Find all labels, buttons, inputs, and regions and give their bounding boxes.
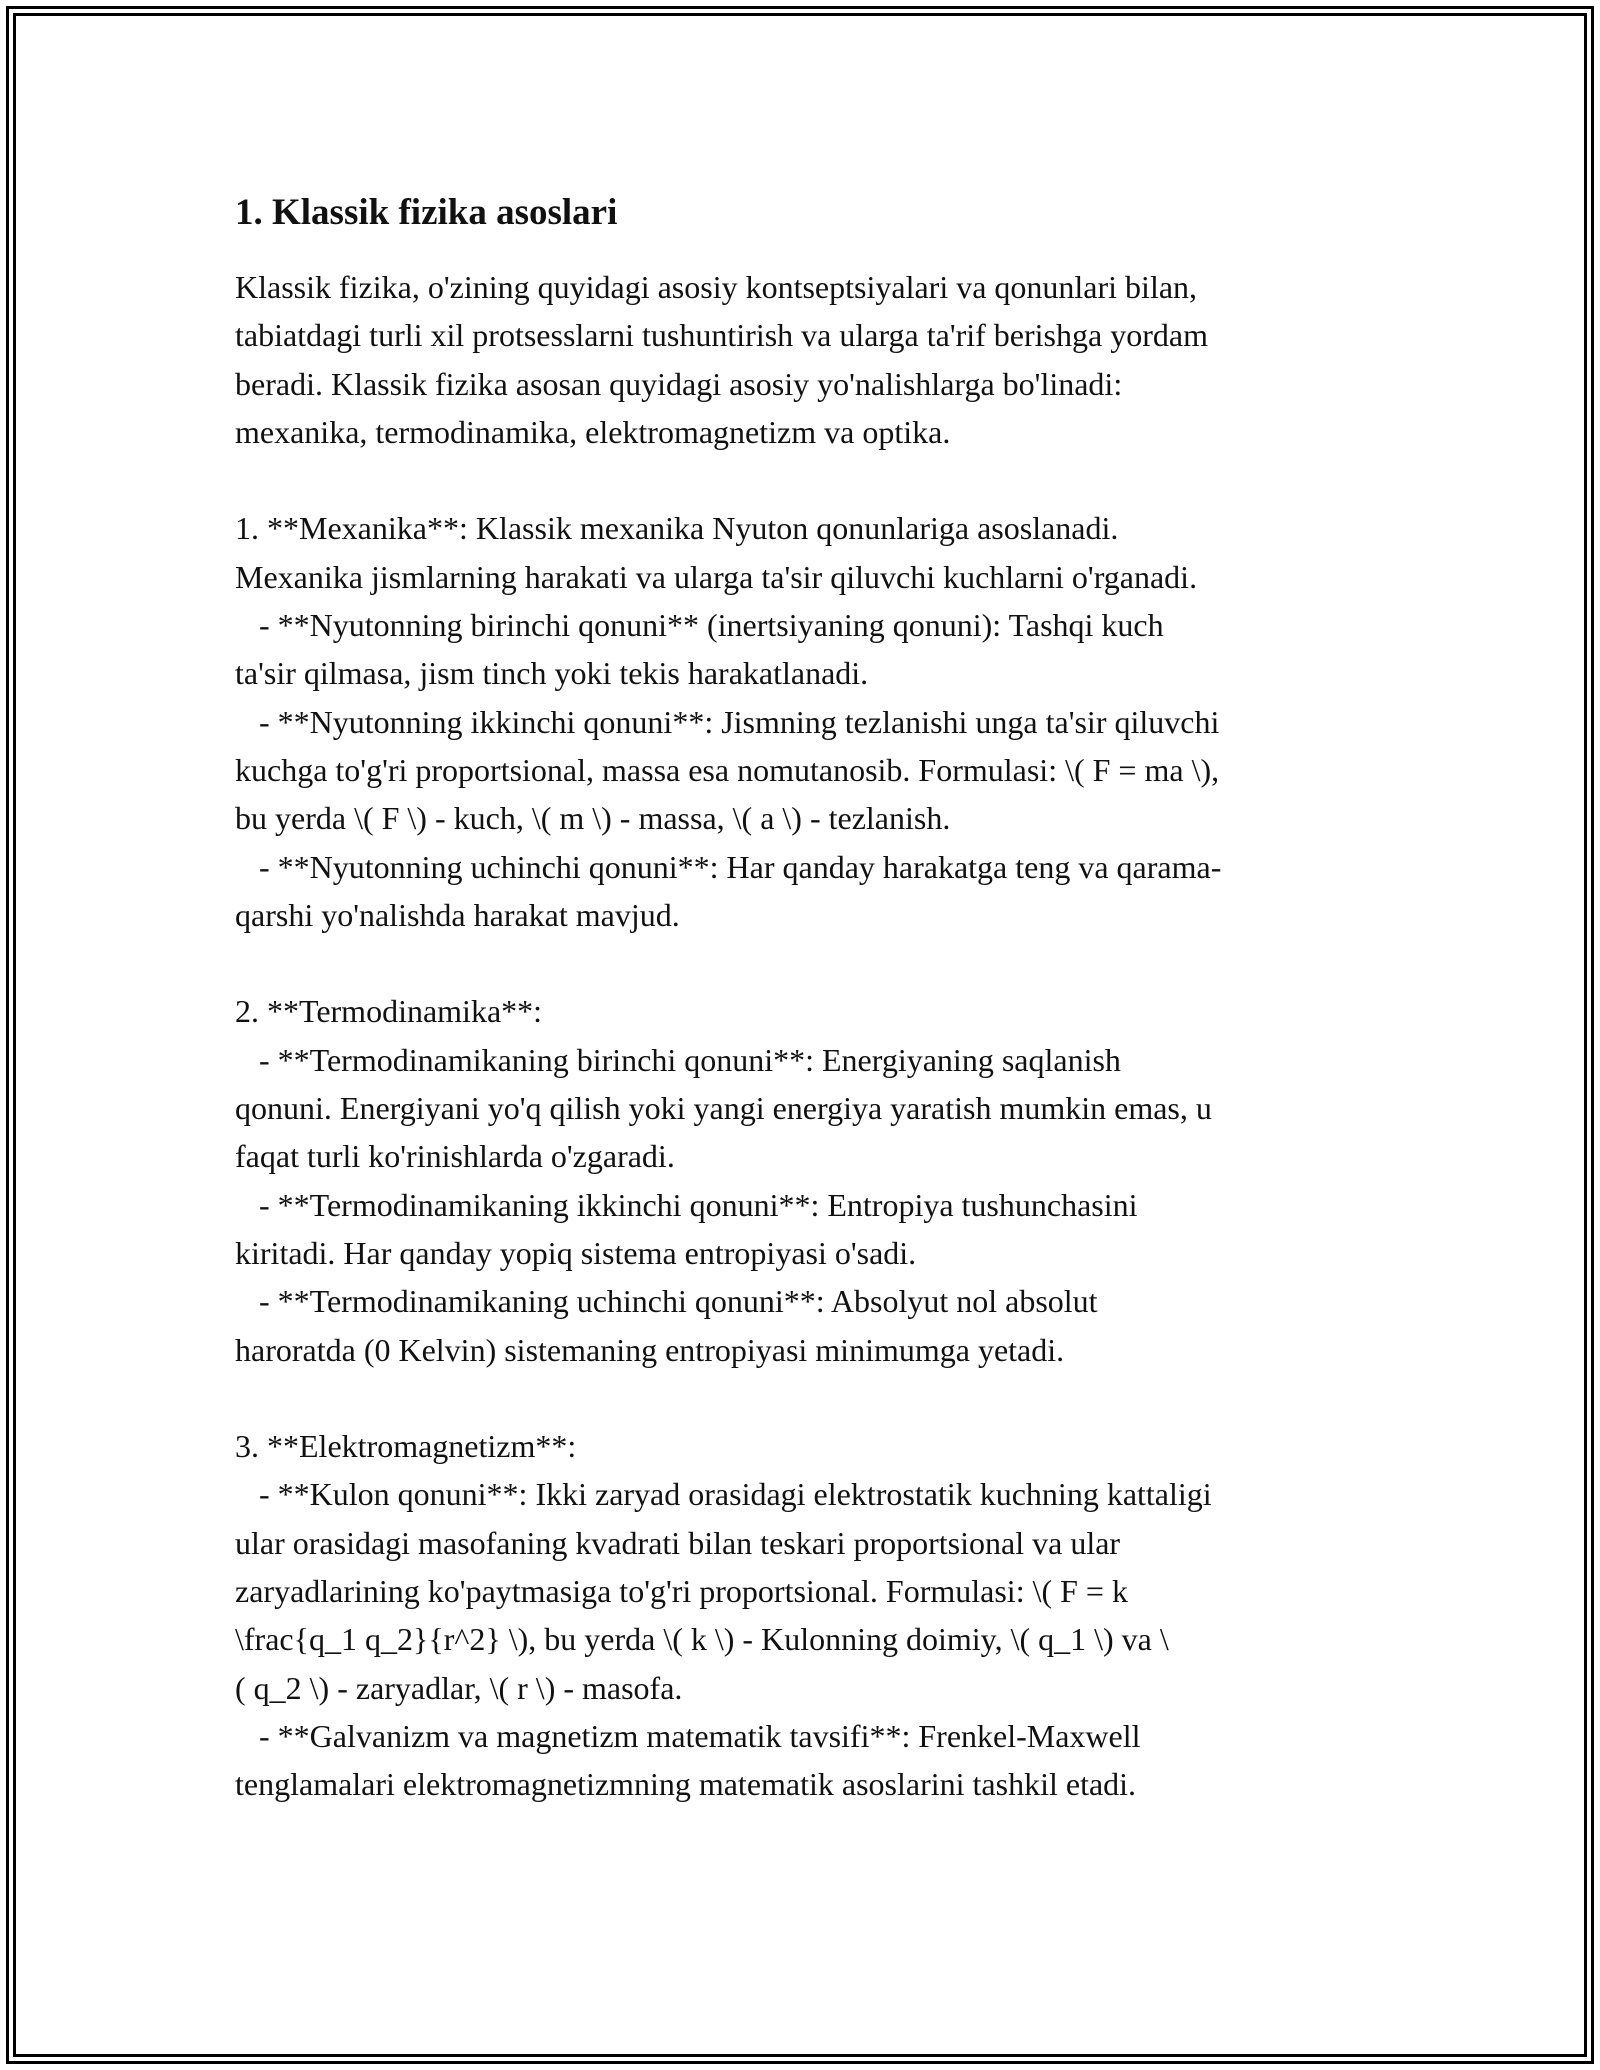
body-text: Klassik fizika, o'zining quyidagi asosiy kontseptsiyalari va qonunlari bilan, tabiatdagi turli xil protsesslarni tushuntirish va ularga ta'rif berishga yordam beradi. Klassik fizika asosan quyidagi asosiy yo'nalishlarga bo'linadi: mexanika, termodinamika, elektromagnetizm va optika. 1. **Mexanika**: Klassik mexanika Nyuton qonunlariga asoslanadi. Mexanika jismlarning harakati va ularga ta'sir qiluvchi kuchlarni o'rganadi. - **Nyutonning birinchi qonuni** (inertsiyaning qonuni): Tashqi kuch ta'sir qilmasa, jism tinch yoki tekis harakatlanadi. - **Nyutonning ikkinchi qonuni**: Jismning tezlanishi unga ta'sir qiluvchi kuchga to'g'ri proportsional, massa esa nomutanosib. Formulasi: \( F = ma \), bu yerda \( F \) - kuch, \( m \) - massa, \( a \) - tezlanish. - **Nyutonning uchinchi qonuni**: Har qanday harakatga teng va qarama- qarshi yo'nalishda harakat mavjud. 2. **Termodinamika**: - **Termodinamikaning birinchi qonuni**: Energiyaning saqlanish qonuni. Energiyani yo'q qilish yoki yangi energiya yaratish mumkin emas, u faqat turli ko'rinishlarda o'zgaradi. - **Termodinamikaning ikkinchi qonuni**: Entropiya tushunchasini kiritadi. Har qanday yopiq sistema entropiyasi o'sadi. - **Termodinamikaning uchinchi qonuni**: Absolyut nol absolut haroratda (0 Kelvin) sistemaning entropiyasi minimumga yetadi. 3. **Elektromagnetizm**: - **Kulon qonuni**: Ikki zaryad orasidagi elektrostatik kuchning kattaligi ular orasidagi masofaning kvadrati bilan teskari proportsional va ular zaryadlarining ko'paytmasiga to'g'ri proportsional. Formulasi: \( F = k \frac{q_1 q_2}{r^2} \), bu yerda \( k \) - Kulonning doimiy, \( q_1 \) va \ ( q_2 \) - zaryadlar, \( r \) - masofa. - **Galvanizm va magnetizm matematik tavsifi**: Frenkel-Maxwell tenglamalari elektromagnetizmning matematik asoslarini tashkil etadi. [235, 269, 1222, 1803]
page-title: 1. Klassik fizika asoslari [235, 192, 618, 233]
document-content [235, 185, 1375, 1809]
